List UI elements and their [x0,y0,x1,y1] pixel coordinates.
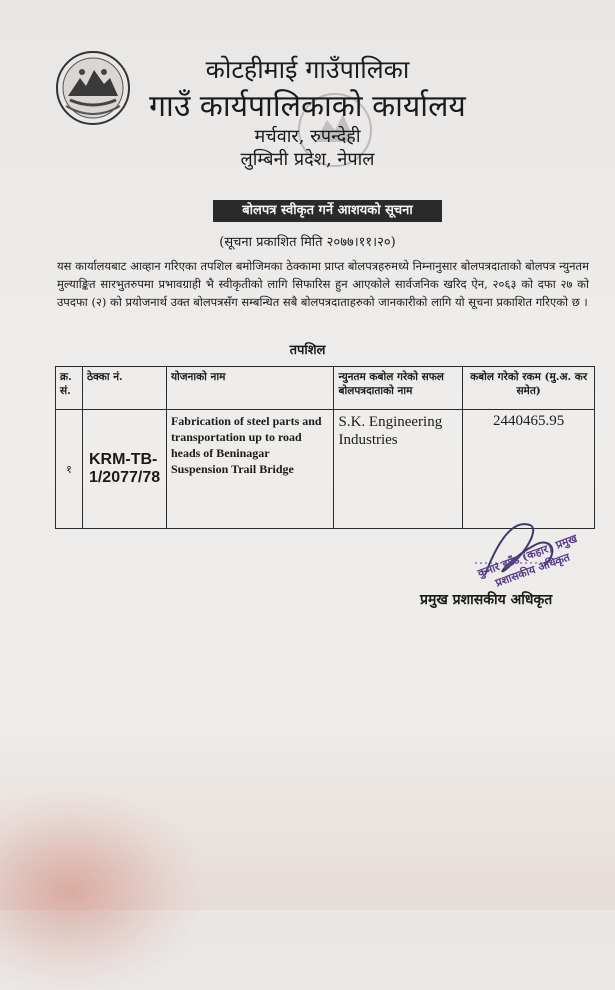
cell-bidder: S.K. Engineering Industries [334,410,463,529]
officer-designation: प्रमुख प्रशासकीय अधिकृत [420,592,553,608]
header-bidder: न्युनतम कबोल गरेको सफल बोलपत्रदाताको नाम [334,367,463,410]
header-amount: कबोल गरेको रकम (मु.अ. कर समेत) [463,367,595,410]
officer-stamp: कुमार झाँड (कहार) प्रमुख प्रशासकीय अधिकृत [475,531,579,590]
office-location: मर्चवार, रुपन्देही [254,126,361,147]
table-header-row [56,367,595,410]
cell-amount: 2440465.95 [463,410,595,529]
header-contract-no: ठेक्का नं. [82,367,166,410]
cell-contract-no: KRM-TB-1/2077/78 [82,410,166,529]
header-serial: क्र. सं. [56,367,83,410]
notice-title: बोलपत्र स्वीकृत गर्ने आशयको सूचना [213,200,442,222]
published-date: (सूचना प्रकाशित मिति २०७७।११।२०) [219,235,396,250]
photo-shadow [0,790,200,990]
office-province: लुम्बिनी प्रदेश, नेपाल [240,149,375,170]
municipality-name: कोटहीमाई गाउँपालिका [205,55,410,84]
table-caption: तपशिल [289,343,326,358]
notice-body: यस कार्यालयबाट आव्हान गरिएका तपशिल बमोजिमका ठेक्कामा प्राप्त बोलपत्रहरुमध्ये निम्नानुसार बोलपत्रदाताको बोलपत्र न्युनतम मुल्याङ्कित सारभुतरुपमा प्रभावग्राही भै स्वीकृतीको लागि सिफारिस हुन आएकोले सार्वजनिक खरिद ऐन, २०६३ को दफा २७ को उपदफा (२) को प्रयोजनार्थ उक्त बोलपत्रसँग सम्बन्धित सबै बोलपत्रदाताहरुको जानकारीको लागि यो सूचना प्रकाशित गरिएको छ । [57,259,589,309]
award-table [55,366,595,529]
table-row [56,410,595,529]
cell-serial: १ [56,410,83,529]
header-project: योजनाको नाम [166,367,334,410]
office-name: गाउँ कार्यपालिकाको कार्यालय [149,89,466,124]
cell-project: Fabrication of steel parts and transportation up to road heads of Beninagar Suspension Trail Bridge [166,410,334,529]
